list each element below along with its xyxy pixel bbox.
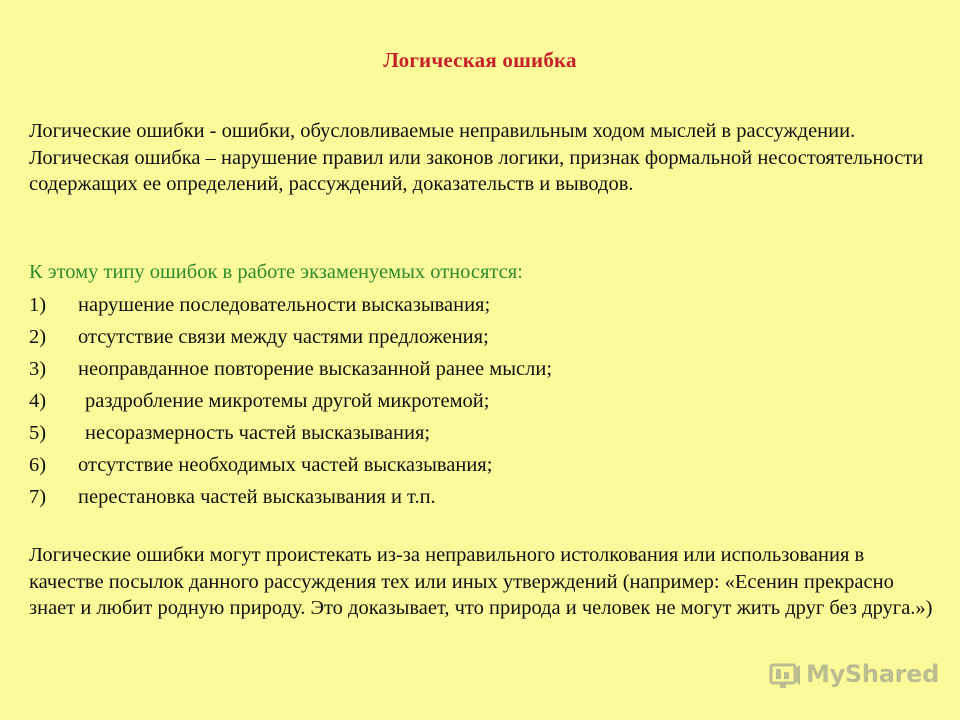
definition-paragraph: Логические ошибки - ошибки, обусловливаемые неправильным ходом мыслей в рассуждении. Логическая ошибка – нарушение правил или законов логики, признак формальной несостоятельности содержащих ее определений, рассуждений, доказательств и выводов.: [29, 120, 924, 195]
list-item-text: отсутствие необходимых частей высказывания;: [78, 454, 493, 476]
watermark-text: MyShared: [806, 660, 939, 688]
error-types-list: [29, 289, 929, 513]
list-item-number: 1): [29, 294, 47, 316]
list-item: [29, 321, 929, 353]
list-item: [29, 353, 929, 385]
list-item-number: 2): [29, 326, 47, 348]
list-item: [29, 449, 929, 481]
myshared-watermark: [768, 656, 939, 692]
list-item-number: 6): [29, 454, 47, 476]
myshared-logo-icon: [768, 659, 802, 689]
list-item-number: 4): [29, 390, 47, 412]
list-item: [29, 289, 929, 321]
list-item-number: 7): [29, 486, 47, 508]
list-item-number: 3): [29, 358, 47, 380]
list-item: [29, 481, 929, 513]
list-intro: К этому типу ошибок в работе экзаменуемых относятся:: [29, 261, 523, 283]
list-item-text: перестановка частей высказывания и т.п.: [78, 486, 436, 508]
list-item-text: нарушение последовательности высказывания;: [78, 294, 491, 316]
slide-title: Логическая ошибка: [383, 48, 577, 72]
list-item-text: неоправданное повторение высказанной ранее мысли;: [78, 358, 553, 380]
list-item-text: раздробление микротемы другой микротемой;: [85, 390, 490, 412]
list-item-text: несоразмерность частей высказывания;: [85, 422, 431, 444]
list-item-number: 5): [29, 422, 47, 444]
list-item: [29, 417, 929, 449]
list-item: [29, 385, 929, 417]
list-item-text: отсутствие связи между частями предложения;: [78, 326, 489, 348]
example-paragraph: Логические ошибки могут проистекать из-за неправильного истолкования или использования в качестве посылок данного рассуждения тех или иных утверждений (например: «Есенин прекрасно знает и любит родную природу. Это доказывает, что природа и человек не могут жить друг без друга.»): [29, 544, 933, 619]
